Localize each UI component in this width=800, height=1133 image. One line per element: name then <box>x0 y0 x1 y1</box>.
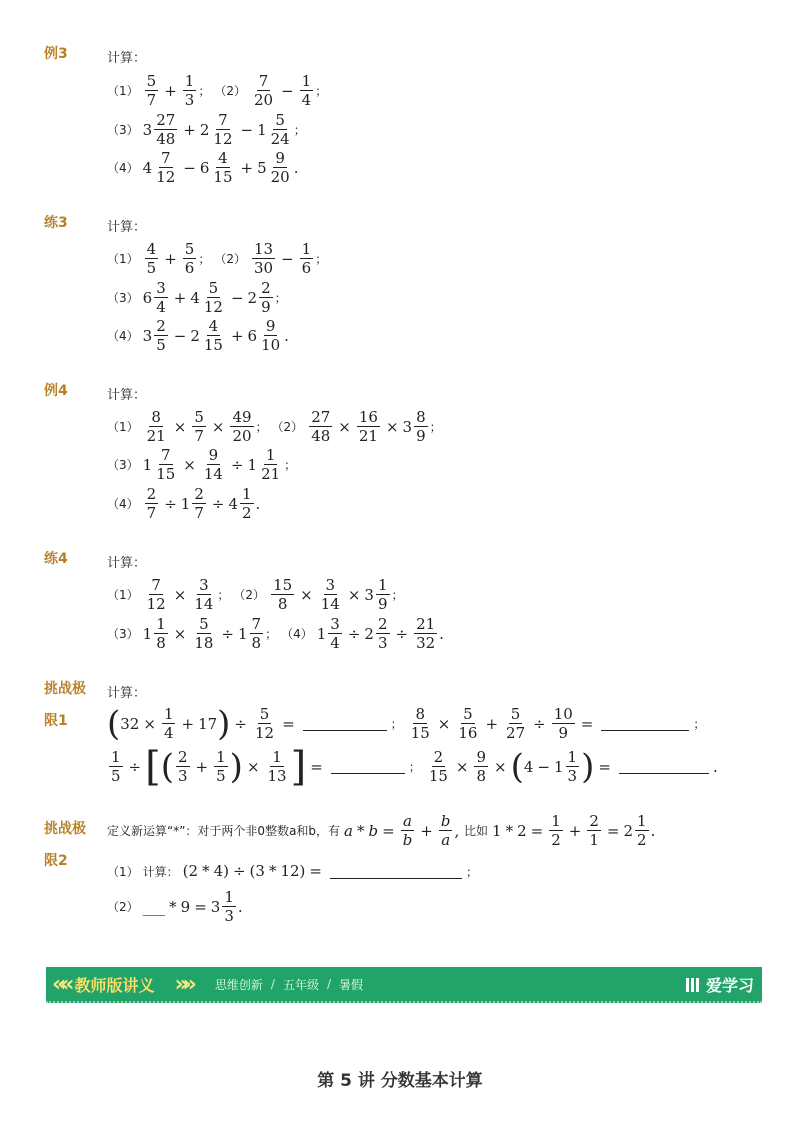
problem-line: （3） 3 $\frac{27}{48}$ + 2 $\frac{7}{12}$ − 1 $\frac{5}{24}$ ； <box>107 111 306 148</box>
problem-line: （1） $\frac{5}{7}$ + $\frac{1}{3}$ ； （2） $\frac{7}{20}$ − $\frac{1}{4}$ ； <box>107 72 328 109</box>
problem-line: ( 32 × $\frac{1}{4}$ + 17 ) ÷ $\frac{5}{12}$ = ； $\frac{8}{15}$ × $\frac{5}{16}$ + $\frac{5}{27}$ ÷ $\frac{10}{9}$ = ； <box>107 703 706 744</box>
answer-blank[interactable] <box>619 759 709 774</box>
instruction: 计算： <box>107 686 147 701</box>
brand-logo: 爱学习 <box>684 973 754 996</box>
problem-line: $\frac{1}{5}$ ÷ [ ( $\frac{2}{3}$ + $\frac{1}{5}$ ) × $\frac{1}{13}$ ] = ； $\frac{2}{15}$ × $\frac{9}{8}$ × ( 4 − 1 $\frac{1}{3}$ ) = . <box>111 743 718 790</box>
label-challenge-1-line2: 限1 <box>44 713 68 729</box>
problem-line: （1） $\frac{4}{5}$ + $\frac{5}{6}$ ； （2） $\frac{13}{30}$ − $\frac{1}{6}$ ； <box>107 240 328 277</box>
label-challenge-2: 挑战极 <box>44 821 86 837</box>
label-practice-3: 练3 <box>44 215 68 231</box>
banner-title: 教师版讲义 <box>74 975 155 995</box>
label-challenge-1: 挑战极 <box>44 681 86 697</box>
fraction: $\frac{1}{3}$ <box>184 72 195 109</box>
problem-line: （3） 1 $\frac{7}{15}$ × $\frac{9}{14}$ ÷ 1 $\frac{1}{21}$ ； <box>107 446 297 483</box>
breadcrumb-item: 暑假 <box>339 977 364 992</box>
problem-line: （1） $\frac{7}{12}$ × $\frac{3}{14}$ ； （2） $\frac{15}{8}$ × $\frac{3}{14}$ × 3 $\frac{1}{9}$ ； <box>107 576 404 613</box>
problem-line: （3） 1 $\frac{1}{8}$ × $\frac{5}{18}$ ÷ 1 $\frac{7}{8}$ ； （4） 1 $\frac{3}{4}$ ÷ 2 $\frac{2}{3}$ ÷ $\frac{21}{32}$ . <box>107 615 444 652</box>
footer-banner: «« 教师版讲义 »» 思维创新 / 五年级 / 暑假 爱学习 <box>46 967 762 1003</box>
fraction: $\frac{7}{20}$ <box>253 72 274 109</box>
answer-blank[interactable] <box>303 716 387 731</box>
item-number: （2） <box>214 84 246 98</box>
answer-blank[interactable] <box>601 716 689 731</box>
fraction: $\frac{5}{7}$ <box>146 72 157 109</box>
page-title: 第 5 讲 分数基本计算 <box>317 1071 483 1091</box>
answer-blank[interactable] <box>331 759 405 774</box>
item-number: （1） <box>107 84 139 98</box>
label-practice-4: 练4 <box>44 551 68 567</box>
breadcrumb-item: 五年级 <box>282 977 319 992</box>
problem-line: （1） $\frac{8}{21}$ × $\frac{5}{7}$ × $\frac{49}{20}$ ； （2） $\frac{27}{48}$ × $\frac{16}{21}$ × 3 $\frac{8}{9}$ ； <box>107 408 442 445</box>
label-example-3: 例3 <box>44 46 68 62</box>
label-example-4: 例4 <box>44 383 68 399</box>
problem-line: （1） 计算： (2 * 4) ÷ (3 * 12) = ； <box>107 862 478 880</box>
instruction: 计算： <box>107 556 147 571</box>
problem-line: （2） ___ * 9 = 3 $\frac{1}{3}$ . <box>107 888 243 925</box>
breadcrumb-item: 思维创新 <box>214 977 263 992</box>
problem-line: （4） 4 $\frac{7}{12}$ − 6 $\frac{4}{15}$ + 5 $\frac{9}{20}$ . <box>107 149 299 186</box>
instruction: 计算： <box>107 220 147 235</box>
logo-icon <box>684 976 706 994</box>
chevron-right-icon: »» <box>174 971 191 997</box>
problem-line: （4） 3 $\frac{2}{5}$ − 2 $\frac{4}{15}$ + 6 $\frac{9}{10}$ . <box>107 317 289 354</box>
fraction: $\frac{1}{4}$ <box>301 72 312 109</box>
label-challenge-2-line2: 限2 <box>44 853 68 869</box>
problem-line: （4） $\frac{2}{7}$ ÷ 1 $\frac{2}{7}$ ÷ 4 $\frac{1}{2}$ . <box>107 485 261 522</box>
definition-line: 定义新运算“*”：对于两个非0整数a和b，有 a * b = $\frac{a}{b}$ + $\frac{b}{a}$ , 比如 1 * 2 = $\frac{1}{2}$ + $\frac{2}{1}$ = 2 $\frac{1}{2}$ . <box>107 812 656 849</box>
instruction: 计算： <box>107 388 147 403</box>
instruction: 计算： <box>107 51 147 66</box>
answer-blank[interactable]: ___ <box>142 897 166 916</box>
problem-line: （3） 6 $\frac{3}{4}$ + 4 $\frac{5}{12}$ − 2 $\frac{2}{9}$ ； <box>107 279 287 316</box>
answer-blank[interactable] <box>330 864 462 879</box>
chevron-left-icon: «« <box>52 971 69 997</box>
